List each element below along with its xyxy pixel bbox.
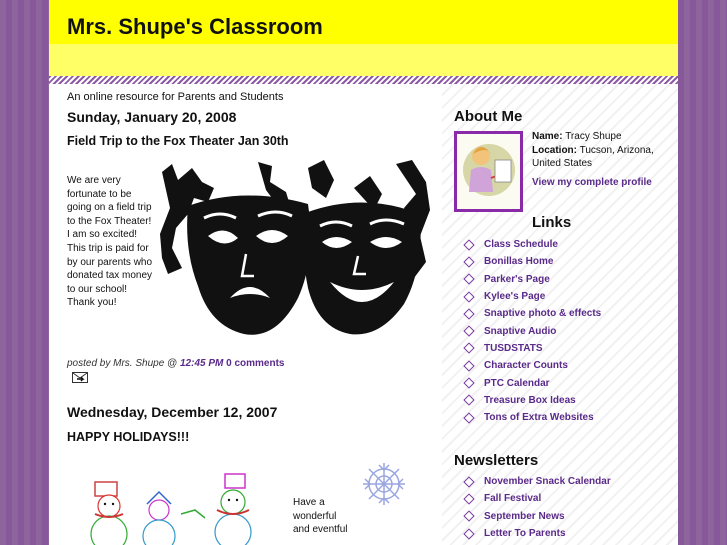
newsletter-item [462,508,611,525]
link-tusdstats[interactable]: TUSDSTATS [484,342,543,354]
link-item [462,374,601,391]
blog-title[interactable]: Mrs. Shupe's Classroom [67,14,323,39]
link-item [462,288,601,305]
blog-description: An online resource for Parents and Students [67,91,284,103]
link-item [462,409,601,426]
links-heading: Links [532,214,572,231]
link-snaptive-photo[interactable]: Snaptive photo & effects [484,308,602,320]
link-item [462,305,601,322]
diamond-bullet-icon [463,291,474,302]
post-footer [67,358,285,369]
diamond-bullet-icon [463,325,474,336]
diamond-bullet-icon [463,412,474,423]
diamond-bullet-icon [463,360,474,371]
link-ptc-calendar[interactable]: PTC Calendar [484,377,550,389]
post-date-header-2: Wednesday, December 12, 2007 [67,404,278,420]
profile-name-row [532,130,667,144]
diamond-bullet-icon [463,528,474,539]
post-author: posted by Mrs. Shupe @ [67,358,178,369]
post-body-2: Have a wonderful and eventful [293,497,348,536]
diamond-bullet-icon [463,377,474,388]
newsletters-list [462,473,611,542]
page-background-left [0,0,49,545]
profile-photo[interactable] [454,131,523,212]
diamond-bullet-icon [463,511,474,522]
link-item [462,340,601,357]
post-date-header: Sunday, January 20, 2008 [67,109,237,125]
profile-location-label: Location: [532,144,577,156]
snowmen-image [87,470,267,545]
link-kylees-page[interactable]: Kylee's Page [484,291,546,303]
comedy-tragedy-masks-image [158,158,431,339]
diamond-bullet-icon [463,395,474,406]
newsletter-snack-calendar[interactable]: November Snack Calendar [484,476,611,488]
link-parkers-page[interactable]: Parker's Page [484,273,550,285]
link-item [462,392,601,409]
snowflake-image [361,461,407,507]
teacher-illustration [457,134,520,209]
link-extra-websites[interactable]: Tons of Extra Websites [484,412,594,424]
post-body: We are very fortunate to be going on a field trip to the Fox Theater! I am so excited! This trip is paid for by our parents who donated tax money to our school! Thank you! [67,175,153,309]
link-snaptive-audio[interactable]: Snaptive Audio [484,325,557,337]
diamond-bullet-icon [463,476,474,487]
post-title[interactable]: Field Trip to the Fox Theater Jan 30th [67,134,289,148]
link-character-counts[interactable]: Character Counts [484,360,568,372]
profile-info [532,130,667,189]
profile-name-label: Name: [532,131,563,142]
newsletter-item [462,473,611,490]
link-item [462,322,601,339]
post-title-2[interactable]: HAPPY HOLIDAYS!!! [67,430,190,444]
diamond-bullet-icon [463,256,474,267]
newsletter-item [462,525,611,542]
diamond-bullet-icon [463,274,474,285]
link-item [462,271,601,288]
newsletter-fall-festival[interactable]: Fall Festival [484,493,542,505]
diamond-bullet-icon [463,493,474,504]
links-list [462,236,601,426]
header-divider [49,76,678,84]
newsletter-letter-to-parents[interactable]: Letter To Parents [484,528,566,540]
view-profile-link[interactable]: View my complete profile [532,176,652,188]
profile-name: Tracy Shupe [565,131,622,142]
page-background-right [678,0,727,545]
profile-location: Tucson, Arizona, United States [532,144,654,170]
link-item [462,253,601,270]
newsletter-item [462,490,611,507]
link-class-schedule[interactable]: Class Schedule [484,239,558,251]
page-container [49,0,678,545]
about-me-heading: About Me [454,108,523,125]
blog-header [49,0,678,44]
diamond-bullet-icon [463,239,474,250]
newsletter-september-news[interactable]: September News [484,510,565,522]
post-timestamp-link[interactable]: 12:45 PM [180,358,224,369]
blog-description-bar [49,44,678,103]
post-comments-link[interactable]: 0 comments [226,358,285,369]
link-treasure-box-ideas[interactable]: Treasure Box Ideas [484,394,576,406]
email-post-icon[interactable] [72,372,88,383]
link-item [462,357,601,374]
diamond-bullet-icon [463,308,474,319]
diamond-bullet-icon [463,343,474,354]
newsletters-heading: Newsletters [454,452,539,469]
link-bonillas-home[interactable]: Bonillas Home [484,256,554,268]
link-item [462,236,601,253]
profile-location-row [532,144,667,171]
